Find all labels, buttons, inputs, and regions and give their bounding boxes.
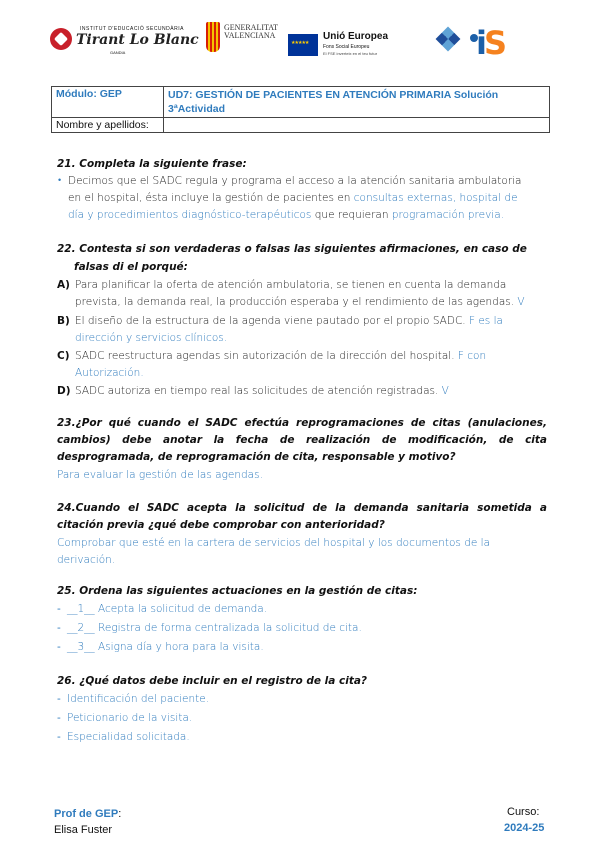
- q25-item3: [67, 639, 264, 656]
- footer-prof: [54, 808, 121, 820]
- q25-item1-text: Acepta la solicitud de demanda.: [98, 603, 268, 615]
- q26-bullet3-icon: -: [57, 731, 61, 743]
- regional-grid-icon: [436, 27, 461, 52]
- q25-bullet1-icon: -: [57, 603, 61, 615]
- school-emblem-icon: [50, 28, 72, 50]
- q22-b-answer1: F es la: [468, 315, 503, 327]
- q25-item2-num: __2__: [67, 622, 95, 634]
- q22-b-answer2: dirección y servicios clínicos.: [75, 332, 228, 344]
- q22-d-text: SADC autoriza en tiempo real las solicitudes de atención registradas.: [75, 385, 439, 397]
- q25-item3-num: __3__: [67, 641, 95, 653]
- school-place: GANDIA: [110, 50, 126, 55]
- q24-answer-line2: derivación.: [57, 554, 116, 566]
- q21-line1: Decimos que el SADC regula y programa el acceso a la atención sanitaria ambulatoria: [68, 175, 522, 187]
- q22-a-text2: prevista, la demanda real, la producción esperaba y el rendimiento de las agendas.: [75, 296, 515, 308]
- name-label-cell: [52, 118, 164, 133]
- q25-item1: [67, 601, 267, 618]
- q25-item2-text: Registra de forma centralizada la solicitud de cita.: [98, 622, 362, 634]
- module-label: Módulo: GEP: [56, 88, 122, 100]
- q26-item2: Peticionario de la visita.: [67, 712, 193, 724]
- fse-logo: [470, 24, 514, 60]
- q24-answer-line1: Comprobar que esté en la cartera de servicios del hospital y los documentos de la: [57, 537, 491, 549]
- q21-answer1: consultas externas, hospital de: [353, 192, 518, 204]
- footer-prof-colon: :: [118, 808, 122, 820]
- generalitat-shield-icon: [206, 22, 220, 52]
- unit-title: UD7: GESTIÓN DE PACIENTES EN ATENCIÓN PRIMARIA Solución 3ªActividad: [168, 89, 499, 115]
- q22-d-label: D): [57, 385, 71, 397]
- q24-title: 24.Cuando el SADC acepta la solicitud de la demanda sanitaria sometida a citación previa ¿qué debe comprobar con anterioridad?: [57, 502, 547, 531]
- eu-flag-icon: [288, 34, 318, 56]
- q21-line3: [68, 207, 504, 224]
- q22-a-answer: V: [517, 296, 525, 308]
- q22-d-answer: V: [441, 385, 449, 397]
- q21-answer3: programación previa.: [391, 209, 504, 221]
- q26-item1: Identificación del paciente.: [67, 693, 210, 705]
- q22-c-label: C): [57, 350, 70, 362]
- footer-prof-label: Prof de GEP: [54, 808, 119, 820]
- footer-curso-label: Curso:: [507, 806, 540, 818]
- q23-answer: Para evaluar la gestión de las agendas.: [57, 469, 263, 481]
- footer-prof-name: Elisa Fuster: [54, 824, 113, 836]
- eu-subtitle: Fons Social Europeu: [323, 44, 370, 50]
- q21-title: 21. Completa la siguiente frase:: [57, 158, 247, 170]
- q26-title: 26. ¿Qué datos debe incluir en el registro de la cita?: [57, 675, 368, 687]
- regional-logo: [433, 26, 463, 60]
- q22-a-line1: Para planificar la oferta de atención ambulatoria, se tienen en cuenta la demanda: [75, 279, 507, 291]
- q22-a-label: A): [57, 279, 70, 291]
- q22-b-line1: [75, 313, 503, 330]
- q25-item2: [67, 620, 362, 637]
- q22-b-text: El diseño de la estructura de la agenda viene pautado por el propio SADC.: [75, 315, 466, 327]
- q22-title-line1: 22. Contesta si son verdaderas o falsas las siguientes afirmaciones, en caso de: [57, 243, 527, 255]
- fse-letters-icon: iS: [476, 24, 505, 62]
- q22-c-line1: [75, 348, 486, 365]
- q22-d-line1: [75, 383, 449, 400]
- q25-item1-num: __1__: [67, 603, 95, 615]
- name-input-cell[interactable]: [164, 118, 550, 133]
- q21-bullet-icon: •: [58, 176, 62, 186]
- q22-a-line2: [75, 294, 525, 311]
- school-logo: [50, 22, 199, 58]
- q22-b-label: B): [57, 315, 70, 327]
- q21-answer2: día y procedimientos diagnóstico-terapéuticos: [68, 209, 312, 221]
- eu-tagline: El FSE inverteix en el teu futur: [323, 51, 378, 56]
- q22-c-answer1: F con: [457, 350, 487, 362]
- school-small-text: INSTITUT D'EDUCACIÓ SECUNDÀRIA: [80, 26, 184, 32]
- q22-title-line2: falsas di el porqué:: [74, 261, 188, 273]
- generalitat-logo: [206, 20, 276, 62]
- eu-logo: [288, 31, 408, 63]
- q26-bullet1-icon: -: [57, 693, 61, 705]
- q21-line2-text: en el hospital, ésta incluye la gestión de pacientes en: [68, 192, 354, 204]
- q21-line2: [68, 190, 518, 207]
- q26-item3: Especialidad solicitada.: [67, 731, 190, 743]
- module-table: [51, 86, 550, 133]
- footer-curso-value: 2024-25: [504, 822, 545, 834]
- module-cell: [52, 87, 164, 118]
- q25-bullet2-icon: -: [57, 622, 61, 634]
- eu-title: Unió Europea: [323, 31, 389, 42]
- q22-c-answer2: Autorización.: [75, 367, 144, 379]
- q22-c-text: SADC reestructura agendas sin autorización de la dirección del hospital.: [75, 350, 455, 362]
- q25-bullet3-icon: -: [57, 641, 61, 653]
- q25-item3-text: Asigna día y hora para la visita.: [98, 641, 264, 653]
- unit-cell: [164, 87, 550, 118]
- name-label: Nombre y apellidos:: [56, 119, 149, 131]
- q26-bullet2-icon: -: [57, 712, 61, 724]
- q23-title: 23.¿Por qué cuando el SADC efectúa reprogramaciones de citas (anulaciones, cambios) debe anotar la fecha de realización de modificación, de cita desprogramada, de reprogramación de cita, responsable y motivo?: [57, 417, 547, 463]
- q25-title: 25. Ordena las siguientes actuaciones en la gestión de citas:: [57, 585, 418, 597]
- school-name: Tirant Lo Blanc: [76, 32, 199, 48]
- generalitat-name: GENERALITAT VALENCIANA: [224, 23, 278, 40]
- q21-line3-text: que requieran: [311, 209, 392, 221]
